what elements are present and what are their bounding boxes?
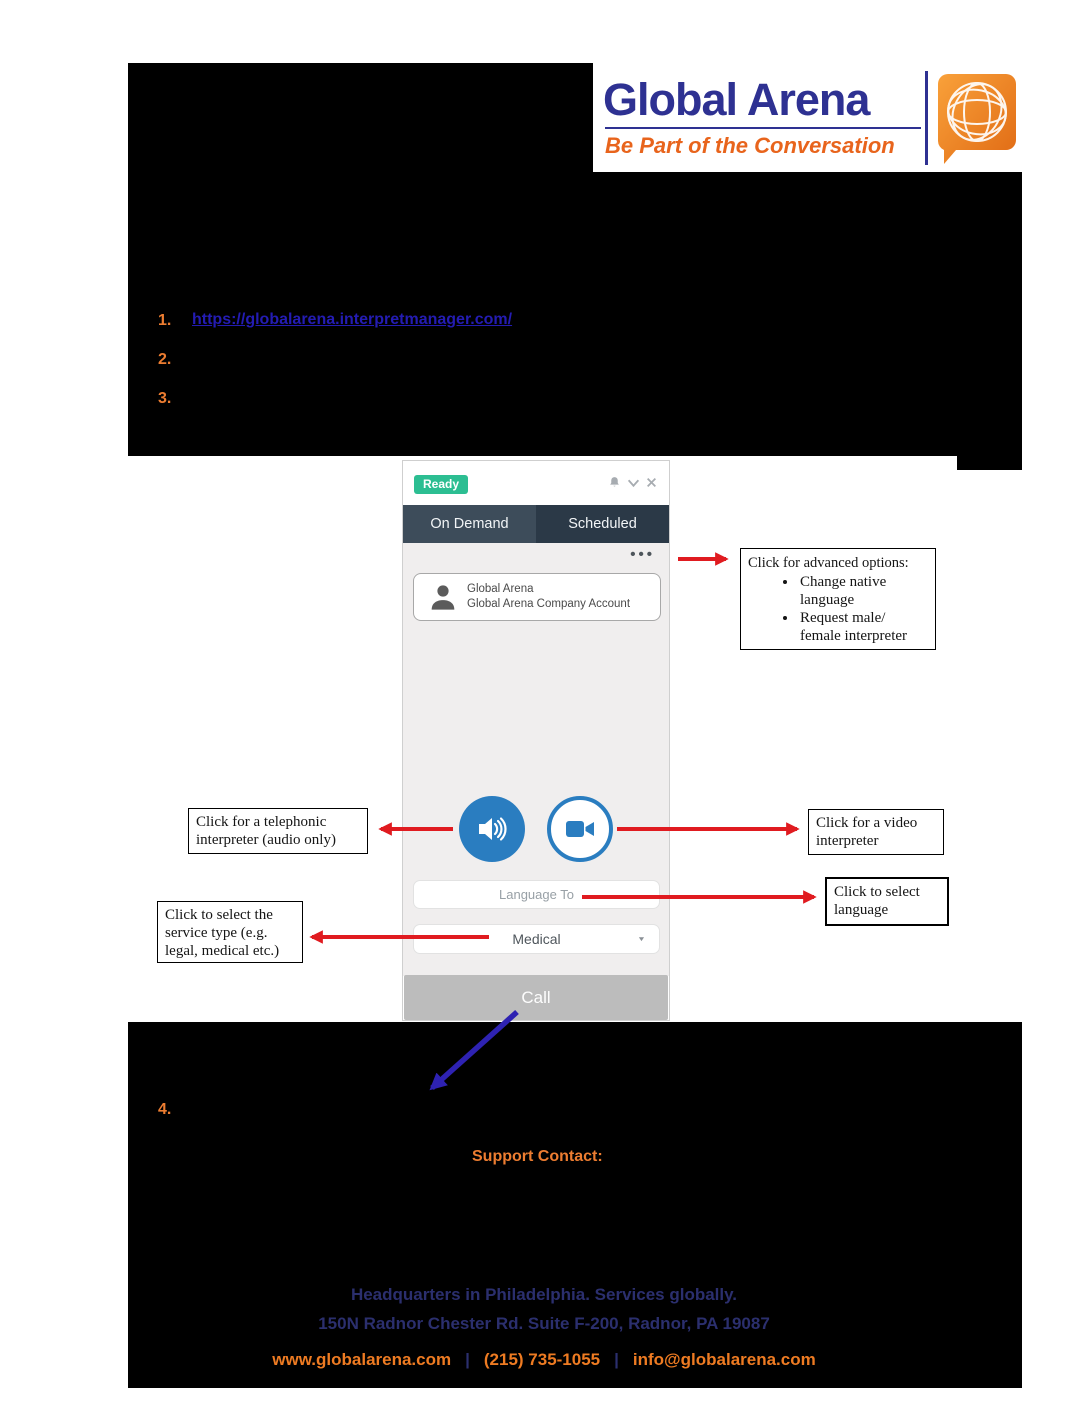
footer-website[interactable]: www.globalarena.com <box>272 1350 452 1369</box>
callout-telephonic: Click for a telephonic interpreter (audio only) <box>188 808 368 854</box>
logo-title: Global Arena <box>603 73 870 125</box>
video-call-button[interactable] <box>547 796 613 862</box>
footer-separator: | <box>614 1350 619 1369</box>
callout-advanced-bullet: • Request male/ female interpreter <box>798 609 923 645</box>
callout-language: Click to select language <box>825 877 949 926</box>
account-text <box>467 582 630 612</box>
service-type-value: Medical <box>512 931 561 947</box>
logo-rule <box>605 127 921 129</box>
interpreter-app-screenshot <box>402 460 670 1021</box>
step-4-number: 4. <box>158 1101 172 1118</box>
footer-headquarters: Headquarters in Philadelphia. Services globally. <box>350 1285 738 1304</box>
support-contact-label: Support Contact: <box>472 1148 603 1165</box>
ready-status-badge: Ready <box>414 475 468 494</box>
logo-tagline: Be Part of the Conversation <box>605 132 895 158</box>
footer-separator: | <box>465 1350 470 1369</box>
account-name: Global Arena <box>467 583 534 595</box>
more-options-button[interactable]: ••• <box>630 546 655 563</box>
global-arena-logo <box>593 63 1022 172</box>
account-card[interactable] <box>413 573 661 621</box>
tab-scheduled[interactable]: Scheduled <box>536 505 669 543</box>
globe-speech-bubble-icon <box>932 70 1020 166</box>
interpret-manager-link[interactable]: https://globalarena.interpretmanager.com/ <box>192 311 513 328</box>
call-type-buttons <box>403 796 669 862</box>
close-icon[interactable] <box>646 477 657 488</box>
callout-service-type: Click to select the service type (e.g. legal, medical etc.) <box>157 901 303 963</box>
service-type-select[interactable] <box>413 924 660 954</box>
step-1-number: 1. <box>158 312 172 329</box>
app-header <box>403 461 669 505</box>
callout-advanced-list <box>748 573 928 645</box>
tab-on-demand[interactable]: On Demand <box>403 505 536 543</box>
step-2-number: 2. <box>158 351 172 368</box>
logo-text-block <box>593 73 923 159</box>
callout-advanced-title: Click for advanced options: <box>748 555 909 571</box>
footer-phone: (215) 735-1055 <box>483 1350 601 1369</box>
dropdown-caret-icon: ▼ <box>637 935 646 943</box>
call-button[interactable]: Call <box>404 975 668 1020</box>
language-to-input[interactable]: Language To <box>413 880 660 909</box>
logo-divider <box>925 71 928 165</box>
header-icons <box>608 476 657 489</box>
audio-call-button[interactable] <box>459 796 525 862</box>
account-subtitle: Global Arena Company Account <box>467 598 631 610</box>
video-camera-icon <box>565 818 595 840</box>
app-tab-bar <box>403 505 669 543</box>
person-icon <box>427 581 459 613</box>
callout-advanced-options <box>740 548 936 650</box>
step-3-number: 3. <box>158 390 172 407</box>
footer-contact <box>0 1350 1088 1370</box>
app-body <box>403 543 669 976</box>
callout-advanced-bullet: • Change native language <box>798 573 923 609</box>
chevron-down-icon[interactable] <box>627 478 640 488</box>
footer-address: 150N Radnor Chester Rd. Suite F-200, Radnor, PA 19087 <box>318 1314 770 1333</box>
callout-video: Click for a video interpreter <box>808 809 944 855</box>
bell-icon[interactable] <box>608 476 621 489</box>
speaker-icon <box>476 814 508 844</box>
footer-email[interactable]: info@globalarena.com <box>632 1350 816 1369</box>
